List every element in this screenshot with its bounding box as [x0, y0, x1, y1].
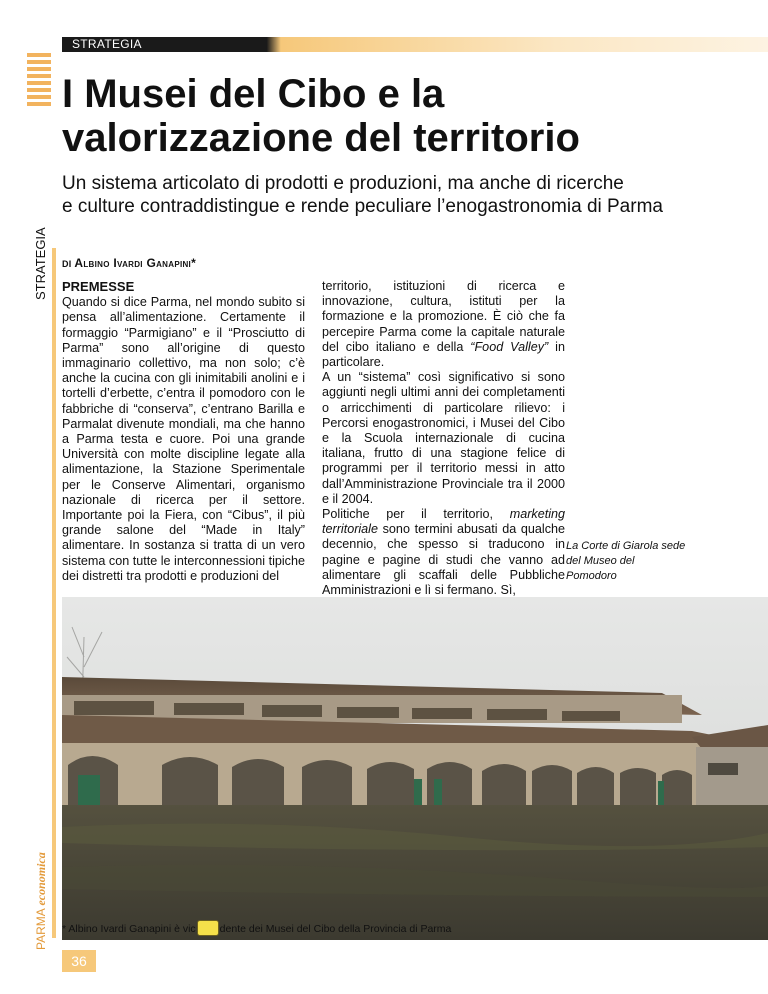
article-title: [62, 72, 762, 160]
comment-note-icon[interactable]: [197, 920, 219, 936]
p3-text: Politiche per il territorio,: [322, 507, 510, 522]
p1-end: in particolare.: [322, 339, 565, 370]
food-valley: “Food Valley”: [470, 339, 549, 354]
subtitle-line-2: e culture contraddistingue e rende peculiare l’enogastronomia di Parma: [62, 196, 663, 217]
column-1-text: Quando si dice Parma, nel mondo subito si pensa all’alimentazione. Certamente il formaggio “Parmigiano” e il “Prosciutto di Parma” sono all’origine di questo immaginario collettivo, ma non solo; c’è anche la cucina con gli inimitabili anolini e i tortelli d’erbette, c’entra il pomodoro con le fabbriche di “conserva”, c’entrano Barilla e Parmalat divenute mondiali, ma che hanno a Parma testa e cuore. Poi una grande Università con molte discipline legate alla alimentazione, la Stazione Sperimentale per le Conserve Alimentari, organismo nazionale di ricerca per il settore. Importante poi la Fiera, con “Cibus”, il più grande salone del “Made in Italy” alimentare. In sostanza si tratta di un vero sistema con tutte le interconnessioni tipiche dei distretti tra prodotti e produzioni del: [62, 295, 305, 583]
marketing-term: marketing territoriale: [322, 507, 565, 537]
photo-corte-di-giarola: [62, 597, 768, 940]
side-section-label: STRATEGIA: [33, 227, 48, 300]
left-accent-line: [52, 248, 56, 938]
byline: DI Albino Ivardi Ganapini*: [62, 256, 197, 270]
section-label: STRATEGIA: [72, 37, 142, 51]
section-band: [62, 37, 768, 52]
article-subtitle: [62, 172, 762, 218]
title-line-2: valorizzazione del territorio: [62, 116, 580, 160]
column-2: [322, 279, 565, 598]
brand-suffix: economica: [34, 852, 48, 906]
brand-logo: [34, 852, 49, 950]
farmhouse-image: [62, 597, 768, 940]
title-line-1: I Musei del Cibo e la: [62, 72, 445, 116]
footnote-part-1: * Albino Ivardi Ganapini è vic: [62, 922, 196, 935]
p1-text: territorio, istituzioni di ricerca e innovazione, cultura, istituti per la formazione e la promozione. È ciò che fa percepire Parma come la capitale naturale del cibo italiano e della: [322, 279, 565, 354]
page-number: 36: [62, 950, 96, 972]
paragraph-3: [322, 507, 565, 598]
paragraph-1: [322, 279, 565, 370]
paragraph-2: A un “sistema” così significativo si sono aggiunti negli ultimi anni dei completamenti o arricchimenti di particolare rilievo: i Percorsi enogastronomici, i Musei del Cibo e la Scuola internazionale di cucina italiana, frutto di una stagione felice di programmi per il territorio messi in atto dall’Amministrazione Provinciale tra il 2000 e il 2004.: [322, 370, 565, 506]
column-1: [62, 279, 305, 584]
brand-name: PARMA: [34, 908, 48, 950]
footnote-part-2: dente dei Musei del Cibo della Provincia di Parma: [219, 922, 452, 935]
p3-end: sono termini abusati da qualche decennio, che spesso si traducono in pagine e pagine di studi che vanno ad alimentare gli scaffali delle Pubbliche Amministrazioni e lì si fermano. Sì,: [322, 522, 565, 598]
section-heading: PREMESSE: [62, 279, 135, 294]
footnote: [62, 921, 451, 937]
decorative-stripes: [27, 53, 51, 111]
photo-caption: La Corte di Giarola sede del Museo del Pomodoro: [566, 540, 686, 582]
subtitle-line-1: Un sistema articolato di prodotti e produzioni, ma anche di ricerche: [62, 173, 624, 194]
